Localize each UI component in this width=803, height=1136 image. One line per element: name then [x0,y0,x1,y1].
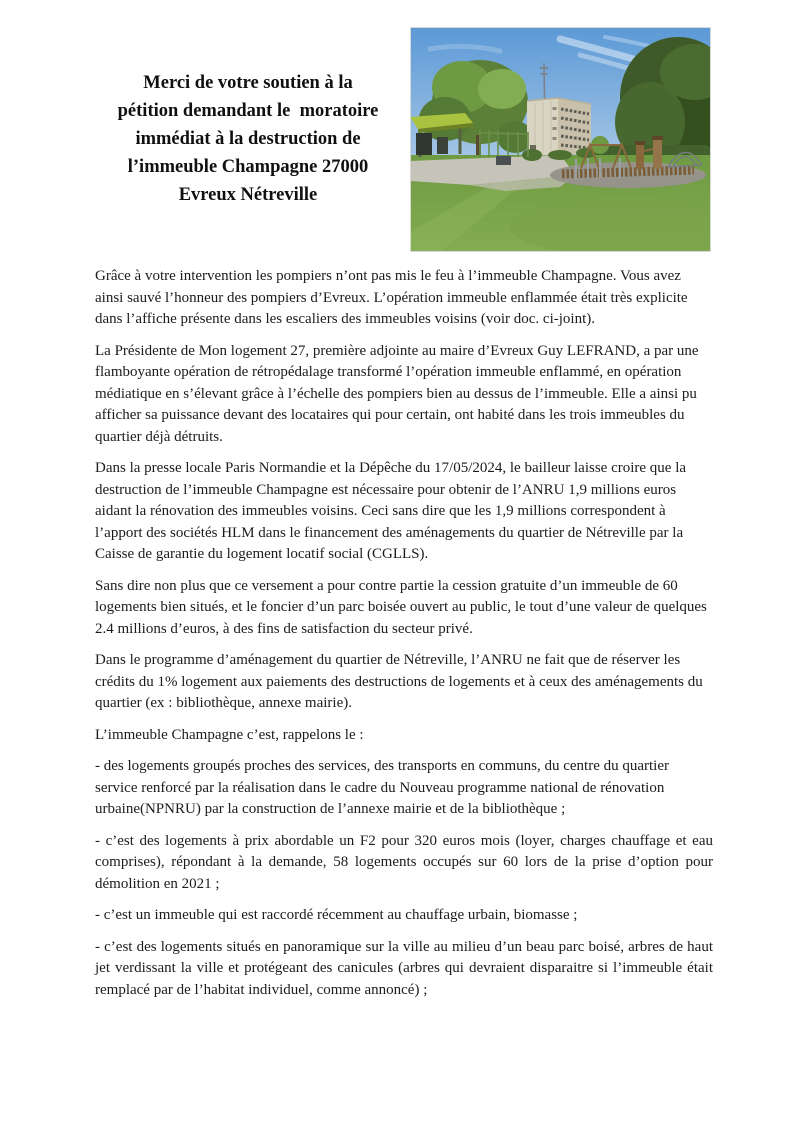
title-line: Merci de votre soutien à la [143,73,353,93]
paragraph-intro: Grâce à votre intervention les pompiers n’ont pas mis le feu à l’immeuble Champagne. Vous avez ainsi sauvé l’honneur des pompiers d’Evreux. L’opération immeuble enflammée était très explicite dans l’affiche présente dans les escaliers des immeubles voisins (voir doc. ci-joint). [95,268,688,327]
title-line: immédiat à la destruction de [135,129,361,149]
fitness-machine [416,133,432,155]
page-title [90,69,406,209]
bullet-chauffage: - c’est un immeuble qui est raccordé récemment au chauffage urbain, biomasse ; [95,907,578,923]
paragraph-rappel: L’immeuble Champagne c’est, rappelons le : [95,726,364,743]
bullet-panoramique: - c’est des logements situés en panoramique sur la ville au milieu d’un beau parc boisé, arbres de haut jet verdissant la ville et protégeant des canicules (arbres qui devraient disparaitre si l’immeuble était remplacé par de l’habitat individuel, comme annoncé) ; [95,938,713,998]
paragraph-presse: Dans la presse locale Paris Normandie et la Dépêche du 17/05/2024, le bailleur laisse croire que la destruction de l’immeuble Champagne est nécessaire pour obtenir de l’ANRU 1,9 millions euros aidant la rénovation des immeubles voisins. Ceci sans dire que les 1,9 millions correspondent à l’apport des sociétés HLM dans le financement des aménagements du quartier de Nétreville par la Caisse de garantie du logement locatif social (CGLLS). [95,460,687,562]
bullet-prix-abordable: - c’est des logements à prix abordable un F2 pour 320 euros mois (loyer, charges chauffage et eau comprises), répondant à la demande, 58 logements occupés sur 60 lors de la prise d’option pour démolition en 2021 ; [95,832,713,892]
building-park-photo [410,27,711,252]
storage-container [496,156,511,165]
paragraph-programme: Dans le programme d’aménagement du quartier de Nétreville, l’ANRU ne fait que de réserver les crédits du 1% logement aux paiements des destructions de logements et à ceux des aménagements du quartier (ex : bibliothèque, annexe mairie). [95,652,703,711]
title-line: pétition demandant le moratoire [117,101,379,121]
fitness-machine [437,137,448,154]
bullet-logements-groupes: - des logements groupés proches des services, des transports en communs, du centre du quartier service renforcé par la réalisation dans le cadre du Nouveau programme national de rénovation urbaine(NPNRU) par la construction de l’annexe mairie et de la bibliothèque ; [95,758,670,817]
title-line: Evreux Nétreville [178,185,318,205]
photo-illustration [410,27,711,252]
title-line: l’immeuble Champagne 27000 [127,157,369,177]
paragraph-versement: Sans dire non plus que ce versement a pour contre partie la cession gratuite d’un immeuble de 60 logements bien situés, et le foncier d’un parc boisée ouvert au public, le tout d’une valeur de quelques 2.4 millions d’euros, à des fins de satisfaction du secteur privé. [95,577,707,637]
document-body [95,266,713,1011]
paragraph-presidente: La Présidente de Mon logement 27, première adjointe au maire d’Evreux Guy LEFRAND, a par une flamboyante opération de rétropédalage transformé l’opération immeuble enflammé, en opération médiatique en s’élevant grâce à l’échelle des pompiers bien au dessus de l’immeuble. Elle a ainsi pu afficher sa puissance devant des locataires qui pour certain, ont habité dans les trois immeubles du quartier déjà détruits. [95,342,699,445]
